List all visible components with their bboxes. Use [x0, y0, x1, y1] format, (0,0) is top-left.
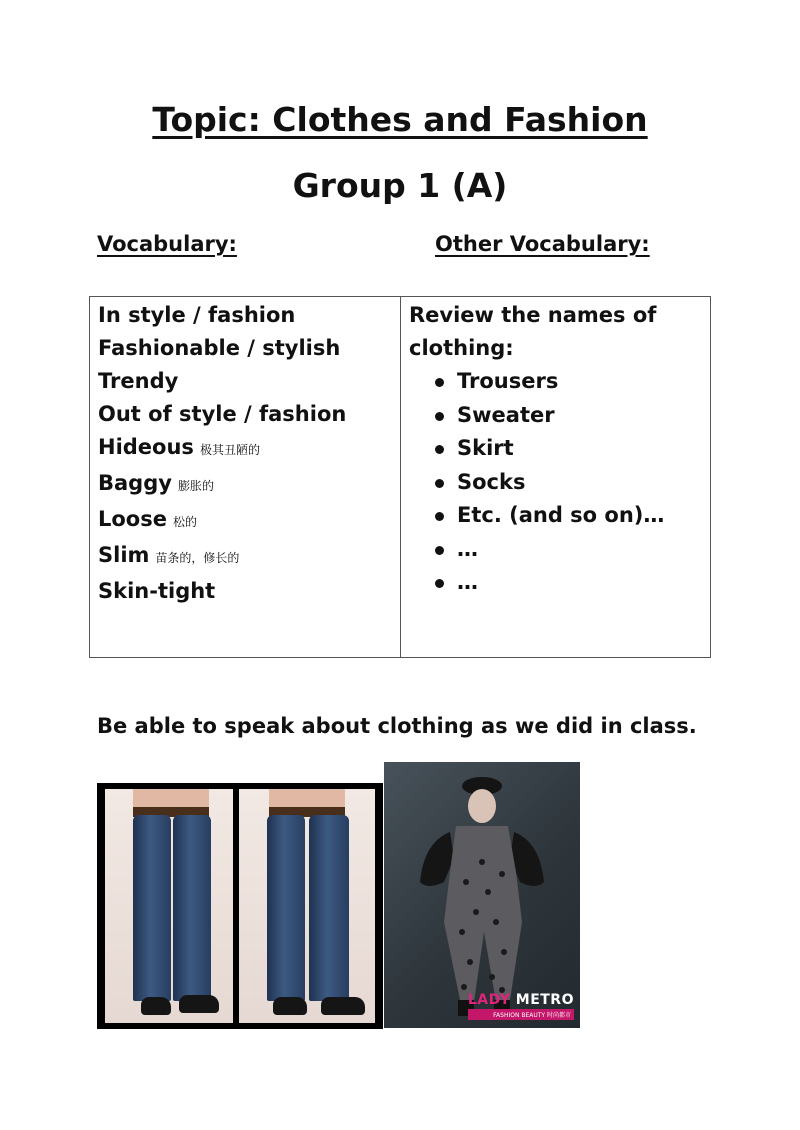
instruction-text: Be able to speak about clothing as we did in class.	[97, 714, 697, 738]
vocabulary-heading: Vocabulary:	[97, 232, 237, 256]
vocab-item: Slim 苗条的，修长的	[98, 543, 240, 567]
vocab-translation: 极其丑陋的	[199, 443, 260, 457]
jeans-photo	[97, 783, 383, 1029]
fashion-model-photo	[384, 762, 580, 1028]
page-title: Topic: Clothes and Fashion	[152, 100, 648, 139]
jeans-front-view	[239, 789, 375, 1023]
vocab-item: Trendy	[98, 369, 179, 393]
fashion-model-illustration	[384, 762, 580, 1028]
list-item: Etc. (and so on)…	[409, 499, 702, 533]
group-subtitle: Group 1 (A)	[292, 166, 508, 205]
vocab-translation: 膨胀的	[177, 479, 214, 493]
clothing-list	[409, 365, 702, 600]
vocab-item: Skin-tight	[98, 579, 216, 603]
vocab-translation: 苗条的，修长的	[155, 551, 240, 565]
list-item: …	[409, 566, 702, 600]
vocab-item: In style / fashion	[98, 303, 296, 327]
vocab-item: Hideous 极其丑陋的	[98, 435, 260, 459]
lady-metro-logo: LADY METRO FASHION BEAUTY 时尚都市	[467, 992, 574, 1019]
list-item: Socks	[409, 466, 702, 500]
vocabulary-cell	[90, 297, 401, 658]
other-vocab-intro: clothing:	[409, 336, 514, 360]
other-vocabulary-cell	[401, 297, 711, 658]
vocab-item: Fashionable / stylish	[98, 336, 341, 360]
vocab-item: Out of style / fashion	[98, 402, 347, 426]
other-vocabulary-heading: Other Vocabulary:	[435, 232, 650, 256]
vocab-translation: 松的	[172, 515, 197, 529]
vocab-item: Baggy 膨胀的	[98, 471, 214, 495]
other-vocab-intro: Review the names of	[409, 303, 657, 327]
list-item: Skirt	[409, 432, 702, 466]
vocabulary-table	[89, 296, 711, 658]
vocab-item: Loose 松的	[98, 507, 197, 531]
list-item: Trousers	[409, 365, 702, 399]
jeans-back-view	[105, 789, 233, 1023]
list-item: Sweater	[409, 399, 702, 433]
list-item: …	[409, 533, 702, 567]
